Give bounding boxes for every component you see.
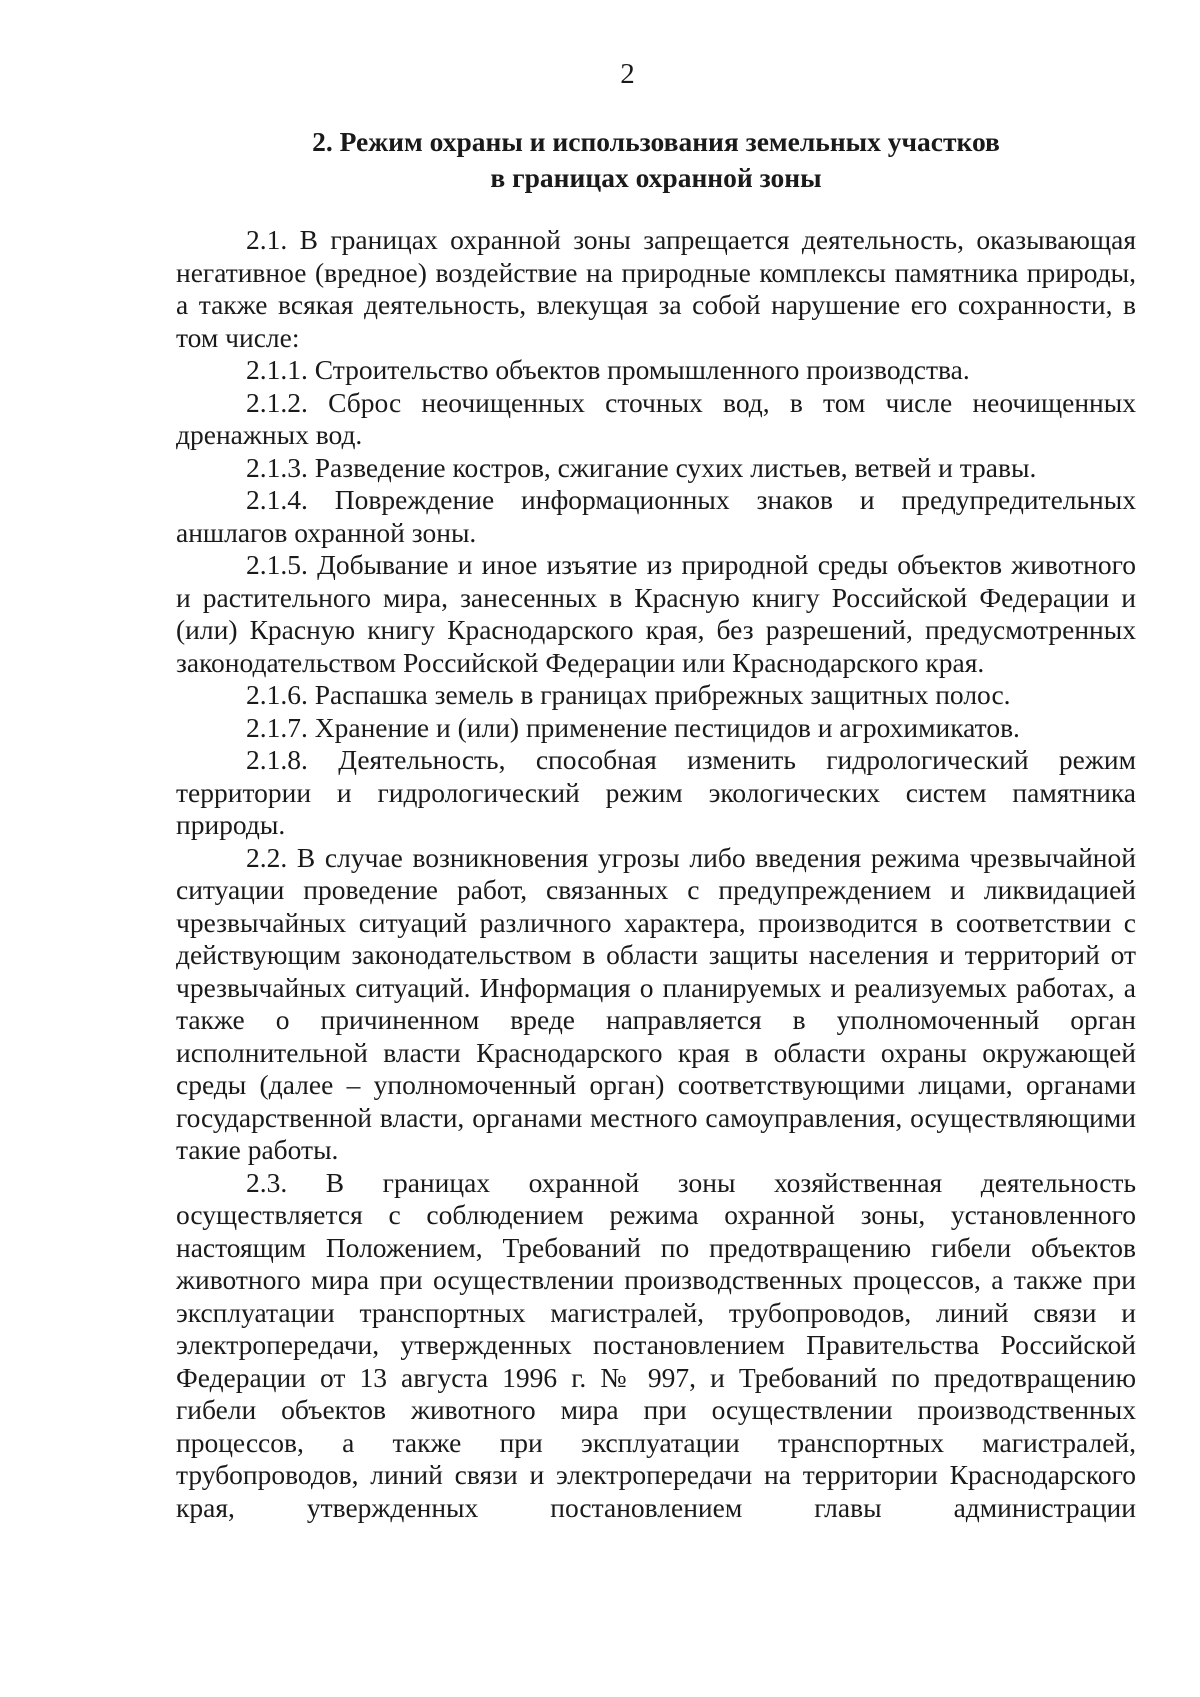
paragraph-2-2: 2.2. В случае возникновения угрозы либо введения режима чрезвычайной ситуации проведение работ, связанных с предупреждением и ликвидацией чрезвычайных ситуаций различного характера, производится в соответствии с действующим законодательством в области защиты населения и территорий от чрезвычайных ситуаций. Информация о планируемых и реализуемых работах, а также о причиненном вреде направляется в уполномоченный орган исполнительной власти Краснодарского края в области охраны окружающей среды (далее – уполномоченный орган) соответствующими лицами, органами государственной власти, органами местного самоуправления, осуществляющими такие работы. — [176, 841, 1136, 1165]
section-heading-line-1: 2. Режим охраны и использования земельных участков — [312, 126, 1000, 157]
paragraph-2-1-4: 2.1.4. Повреждение информационных знаков и предупредительных аншлагов охранной зоны. — [176, 484, 1136, 548]
page-number: 2 — [620, 58, 635, 90]
document-body — [176, 224, 1136, 1524]
paragraph-2-1: 2.1. В границах охранной зоны запрещается деятельность, оказывающая негативное (вредное) воздействие на природные комплексы памятника природы, а также всякая деятельность, влекущая за собой нарушение его сохранности, в том числе: — [176, 224, 1136, 353]
paragraph-2-1-1: 2.1.1. Строительство объектов промышленного производства. — [246, 354, 970, 385]
paragraph-2-1-6: 2.1.6. Распашка земель в границах прибрежных защитных полос. — [246, 679, 1011, 710]
paragraph-2-1-2: 2.1.2. Сброс неочищенных сточных вод, в том числе неочищенных дренажных вод. — [176, 386, 1136, 450]
section-heading-line-2: в границах охранной зоны — [490, 162, 822, 193]
paragraph-2-1-7: 2.1.7. Хранение и (или) применение пестицидов и агрохимикатов. — [246, 711, 1020, 743]
paragraph-2-1-3: 2.1.3. Разведение костров, сжигание сухих листьев, ветвей и травы. — [246, 451, 1037, 483]
paragraph-2-1-5: 2.1.5. Добывание и иное изъятие из природной среды объектов животного и растительного мира, занесенных в Красную книгу Российской Федерации и (или) Красную книгу Краснодарского края, без разрешений, предусмотренных законодательством Российской Федерации или Краснодарского края. — [176, 549, 1136, 678]
section-heading — [176, 124, 1136, 196]
paragraph-2-3: 2.3. В границах охранной зоны хозяйственная деятельность осуществляется с соблюдением режима охранной зоны, установленного настоящим Положением, Требований по предотвращению гибели объектов животного мира при осуществлении производственных процессов, а также при эксплуатации транспортных магистралей, трубопроводов, линий связи и электропередачи, утвержденных постановлением Правительства Российской Федерации от 13 августа 1996 г. № 997, и Требований по предотвращению гибели объектов животного мира при осуществлении производственных процессов, а также при эксплуатации транспортных магистралей, трубопроводов, линий связи и электропередачи на территории Краснодарского края, утвержденных постановлением главы администрации — [176, 1166, 1136, 1523]
paragraph-2-1-8: 2.1.8. Деятельность, способная изменить гидрологический режим территории и гидрологический режим экологических систем памятника природы. — [176, 744, 1136, 840]
